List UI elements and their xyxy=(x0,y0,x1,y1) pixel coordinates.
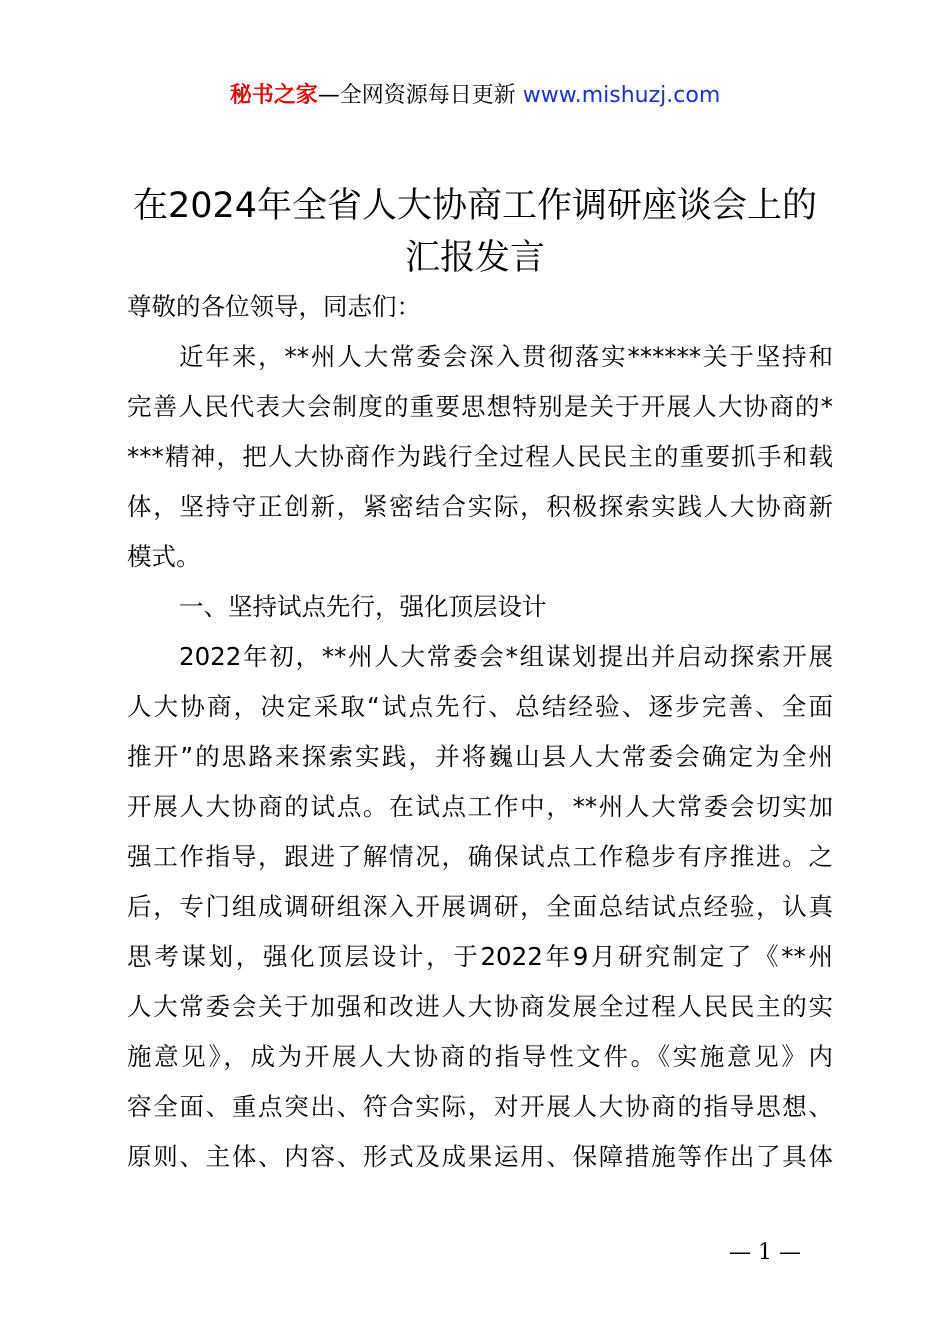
body-line: 原则、主体、内容、形式及成果运用、保障措施等作出了具体 xyxy=(127,1142,833,1171)
body-line: 体，坚持守正创新，紧密结合实际，积极探索实践人大协商新 xyxy=(127,492,833,521)
title-line-1: 在2024年全省人大协商工作调研座谈会上的 xyxy=(132,186,818,226)
header-tagline: —全网资源每日更新 xyxy=(317,83,516,108)
section-heading: 一、坚持试点先行，强化顶层设计 xyxy=(179,592,547,621)
body-line: 容全面、重点突出、符合实际，对开展人大协商的指导思想、 xyxy=(127,1092,833,1121)
salutation: 尊敬的各位领导，同志们： xyxy=(127,292,421,321)
body-line: 后，专门组成调研组深入开展调研，全面总结试点经验，认真 xyxy=(127,892,833,921)
body-line: 推开”的思路来探索实践，并将巍山县人大常委会确定为全州 xyxy=(127,742,833,771)
title-line-2: 汇报发言 xyxy=(404,238,545,278)
brand-name: 秘书之家 xyxy=(229,83,318,108)
body-line: 强工作指导，跟进了解情况，确保试点工作稳步有序推进。之 xyxy=(127,842,833,871)
header-banner xyxy=(0,80,950,112)
body-line: ***精神，把人大协商作为践行全过程人民民主的重要抓手和载 xyxy=(127,442,833,471)
body-line: 近年来，**州人大常委会深入贯彻落实******关于坚持和 xyxy=(179,342,833,371)
body-line: 人大常委会关于加强和改进人大协商发展全过程人民民主的实 xyxy=(127,992,833,1021)
document-title xyxy=(100,180,850,284)
body-line: 完善人民代表大会制度的重要思想特别是关于开展人大协商的* xyxy=(127,392,833,421)
body-line: 思考谋划，强化顶层设计，于2022年9月研究制定了《**州 xyxy=(127,942,833,971)
body-line: 人大协商，决定采取“试点先行、总结经验、逐步完善、全面 xyxy=(127,692,833,721)
body-line: 模式。 xyxy=(127,542,201,571)
body-line: 开展人大协商的试点。在试点工作中，**州人大常委会切实加 xyxy=(127,792,833,821)
page-number: — 1 — xyxy=(729,1240,801,1265)
body-line: 施意见》，成为开展人大协商的指导性文件。《实施意见》内 xyxy=(127,1042,833,1071)
body-line: 2022年初，**州人大常委会*组谋划提出并启动探索开展 xyxy=(179,642,833,671)
document-body xyxy=(127,282,833,1182)
site-url-link[interactable]: www.mishuzj.com xyxy=(522,83,721,108)
